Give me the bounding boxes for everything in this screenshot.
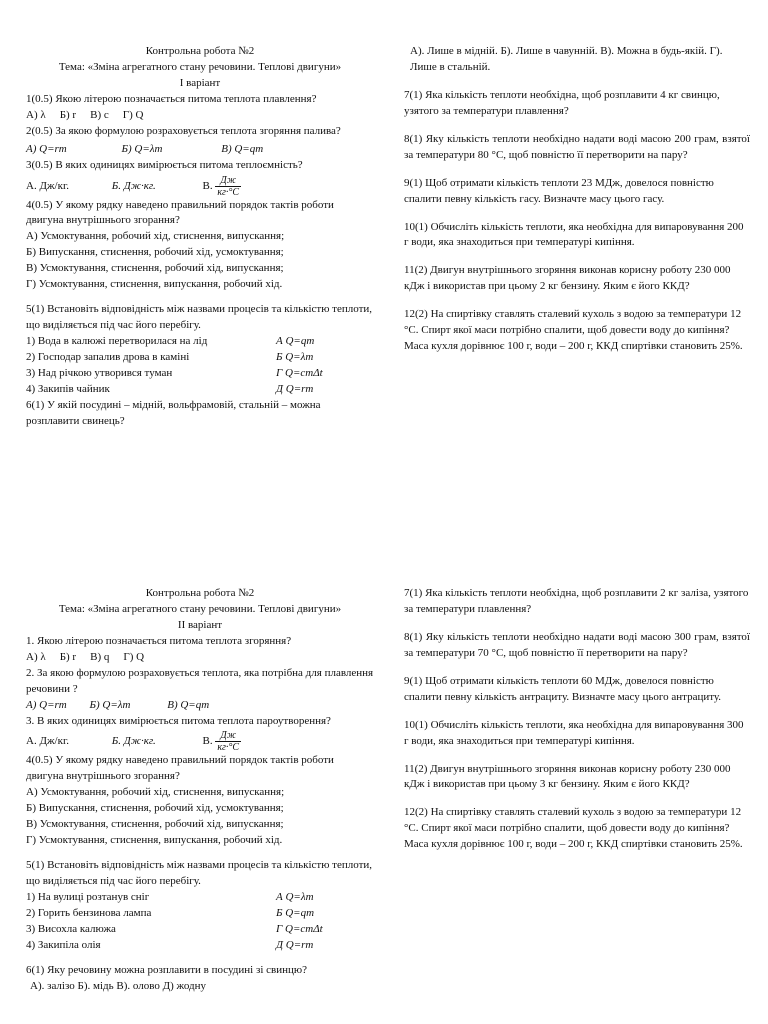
question-5: 5(1) Встановіть відповідність між назвами процесів та кількістю теплоти, що виділяється під час його перебігу.	[26, 859, 373, 887]
match-row	[26, 922, 374, 938]
unit-fraction	[215, 730, 241, 753]
option: В) Усмоктування, стиснення, робочий хід, випускання;	[26, 818, 284, 831]
option: В.	[202, 735, 213, 748]
question-2: 2(0.5) За якою формулою розраховується теплота згоряння палива?	[26, 124, 341, 137]
question-9: 9(1) Щоб отримати кількість теплоти 23 МДж, довелося повністю спалити певну кількість гасу. Визначте масу цього гасу.	[404, 176, 714, 205]
process-item: 1) Вода в калюжі перетворилася на лід	[26, 335, 208, 347]
fraction-denominator: кг·°С	[217, 186, 240, 198]
option: Г) Усмоктування, стиснення, випускання, робочий хід.	[26, 834, 283, 847]
question-6: 6(1) Яку речовину можна розплавити в посудині зі свинцю?	[26, 963, 307, 976]
option: В.	[202, 179, 213, 192]
question-3: 3. В яких одиницях вимірюється питома теплота пароутворення?	[26, 714, 331, 727]
question-12: 12(2) На спиртівку ставлять сталевий кухоль з водою за температури 12 °С. Спирт якої маси потрібно спалити, щоб довести воду до кипіння? Маса кухля дорівнює 100 г, води – 200 г, ККД спиртівки становить 25%.	[404, 308, 743, 353]
variant-label: ІІ варіант	[177, 618, 223, 631]
option: Б) Q=λm	[121, 142, 163, 155]
match-row	[26, 906, 374, 922]
page-title: Контрольна робота №2	[145, 45, 255, 57]
process-item: 2) Горить бензинова лампа	[26, 906, 152, 919]
question-6-options: А). залізо Б). мідь В). олово Д) жодну	[30, 979, 206, 992]
formula-item: Г Q=cmΔt	[276, 922, 323, 935]
option: В) Усмоктування, стиснення, робочий хід, випускання;	[26, 262, 284, 275]
question-10: 10(1) Обчисліть кількість теплоти, яка необхідна для випаровування 200 г води, яка знаходиться при температурі кипіння.	[404, 220, 744, 249]
match-row	[26, 366, 374, 382]
question-6-options: А). Лише в мідній. Б). Лише в чавунній. В). Можна в будь-якій. Г). Лише в стальній.	[410, 45, 723, 73]
option: Б) Випускання, стиснення, робочий хід, усмоктування;	[26, 246, 284, 259]
option: А) Усмоктування, робочий хід, стиснення, випускання;	[26, 786, 285, 799]
variant-2-left-column	[26, 586, 374, 995]
variant-1-right-column	[404, 44, 750, 355]
question-10: 10(1) Обчисліть кількість теплоти, яка необхідна для випаровування 300 г води, яка знаходиться при температурі кипіння.	[404, 718, 744, 747]
match-row	[26, 890, 374, 906]
question-1-options	[26, 108, 374, 124]
question-3: 3(0.5) В яких одиницях вимірюється питома теплоємність?	[26, 158, 303, 171]
match-row	[26, 382, 374, 398]
option: А) λ	[26, 650, 46, 663]
option: В) Q=qm	[221, 142, 264, 155]
topic-line: Тема: «Зміна агрегатного стану речовини. Теплові двигуни»	[58, 60, 342, 73]
question-3-options	[26, 730, 374, 753]
fraction-numerator: Дж	[215, 730, 241, 742]
variant-1-left-column	[26, 44, 374, 430]
question-2: 2. За якою формулою розраховується теплота, яка потрібна для плавлення речовини ?	[26, 666, 374, 695]
question-6: 6(1) У якій посудині – мідній, вольфрамовій, стальній – можна розплавити свинець?	[26, 398, 321, 427]
question-5: 5(1) Встановіть відповідність між назвами процесів та кількістю теплоти, що виділяється під час його перебігу.	[26, 303, 373, 332]
question-8: 8(1) Яку кількість теплоти необхідно надати воді масою 200 грам, взятої за температури 80 °С, щоб повністю її перетворити на пару?	[404, 132, 750, 161]
option: Б) r	[59, 650, 77, 663]
question-1-options	[26, 650, 374, 666]
formula-item: А Q=qm	[276, 335, 315, 347]
process-item: 4) Закипів чайник	[26, 382, 110, 395]
option: Г) Q	[123, 650, 145, 663]
formula-item: Д Q=rm	[276, 938, 314, 951]
option: А) Усмоктування, робочий хід, стиснення, випускання;	[26, 230, 285, 243]
option: В) c	[90, 108, 109, 121]
process-item: 4) Закипіла олія	[26, 938, 101, 951]
question-8: 8(1) Яку кількість теплоти необхідно надати воді масою 300 грам, взятої за температури 70 °С, щоб повністю її перетворити на пару?	[404, 630, 750, 659]
option: А) Q=rm	[26, 698, 67, 711]
option: В) Q=qm	[167, 698, 210, 711]
option: Г) Усмоктування, стиснення, випускання, робочий хід.	[26, 278, 283, 291]
process-item: 1) На вулиці розтанув сніг	[26, 890, 150, 903]
option: Б) Q=λm	[89, 698, 131, 711]
formula-item: Д Q=rm	[276, 382, 314, 395]
question-1: 1. Якою літерою позначається питома теплота згоряння?	[26, 634, 292, 647]
question-1: 1(0.5) Якою літерою позначається питома теплота плавлення?	[26, 92, 317, 105]
question-2-options	[26, 142, 374, 158]
question-4: 4(0.5) У якому рядку наведено правильний порядок тактів роботи двигуна внутрішнього згорання?	[26, 754, 334, 783]
variant-2-right-column	[404, 586, 750, 853]
page-title: Контрольна робота №2	[145, 587, 255, 599]
formula-item: Б Q=qm	[276, 906, 315, 919]
question-4: 4(0.5) У якому рядку наведено правильний порядок тактів роботи двигуна внутрішнього згорання?	[26, 198, 334, 227]
fraction-numerator: Дж	[215, 175, 241, 187]
match-row	[26, 350, 374, 366]
topic-line: Тема: «Зміна агрегатного стану речовини. Теплові двигуни»	[58, 602, 342, 615]
match-row	[26, 334, 374, 350]
option: Б. Дж·кг.	[111, 735, 156, 748]
question-7: 7(1) Яка кількість теплоти необхідна, щоб розплавити 2 кг заліза, узятого за температури плавлення?	[404, 587, 749, 615]
option: А. Дж/кг.	[26, 179, 69, 192]
process-item: 3) Висохла калюжа	[26, 922, 116, 935]
option: Б. Дж·кг.	[111, 179, 156, 192]
question-12: 12(2) На спиртівку ставлять сталевий кухоль з водою за температури 12 °С. Спирт якої маси потрібно спалити, щоб довести воду до кипіння? Маса кухля дорівнює 100 г, води – 200 г, ККД спиртівки становить 25%.	[404, 806, 743, 851]
formula-item: А Q=λm	[276, 890, 314, 903]
option: А) Q=rm	[26, 142, 67, 155]
option: А) λ	[26, 108, 46, 121]
question-3-options	[26, 175, 374, 198]
formula-item: Г Q=cmΔt	[276, 366, 323, 379]
question-11: 11(2) Двигун внутрішнього згоряння виконав корисну роботу 230 000 кДж і використав при цьому 2 кг бензину. Яким є його ККД?	[404, 264, 731, 293]
unit-fraction	[215, 175, 241, 198]
question-2-options	[26, 698, 374, 714]
process-item: 2) Господар запалив дрова в каміні	[26, 350, 190, 363]
question-9: 9(1) Щоб отримати кількість теплоти 60 МДж, довелося повністю спалити певну кількість антрациту. Визначте масу цього антрациту.	[404, 674, 722, 703]
process-item: 3) Над річкою утворився туман	[26, 366, 173, 379]
question-11: 11(2) Двигун внутрішнього згоряння виконав корисну роботу 230 000 кДж і використав при цьому 3 кг бензину. Яким є його ККД?	[404, 762, 731, 791]
formula-item: Б Q=λm	[276, 350, 314, 363]
option: Б) Випускання, стиснення, робочий хід, усмоктування;	[26, 802, 284, 815]
option: Г) Q	[122, 108, 144, 121]
option: А. Дж/кг.	[26, 735, 69, 748]
match-row	[26, 938, 374, 954]
option: Б) r	[59, 108, 77, 121]
question-7: 7(1) Яка кількість теплоти необхідна, щоб розплавити 4 кг свинцю, узятого за температури плавлення?	[404, 88, 720, 117]
fraction-denominator: кг·°С	[217, 742, 240, 754]
option: В) q	[90, 650, 110, 663]
variant-label: І варіант	[179, 76, 221, 89]
